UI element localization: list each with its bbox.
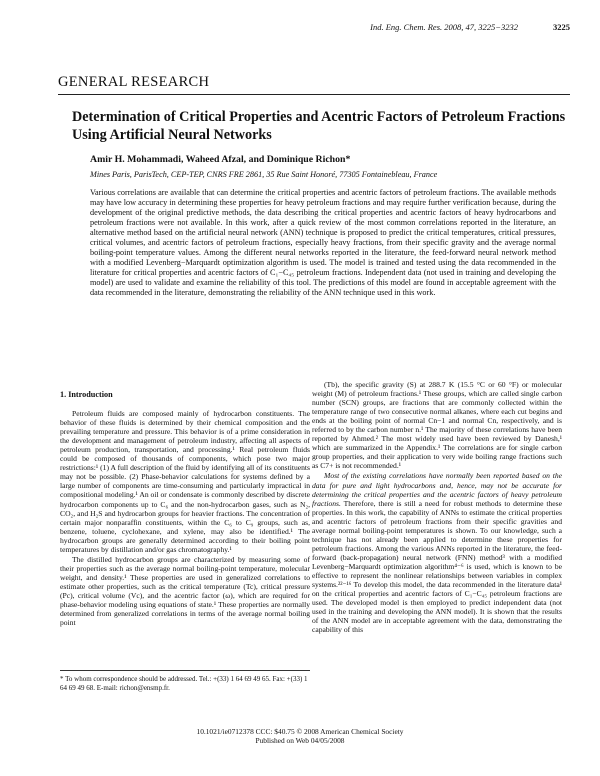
running-header [0, 22, 600, 36]
intro-heading: 1. Introduction [60, 390, 113, 399]
article-title: Determination of Critical Properties and Acentric Factors of Petroleum Fractions Using Artificial Neural Networks [72, 109, 566, 143]
section-label: GENERAL RESEARCH [58, 74, 570, 95]
published-line: Published on Web 04/05/2008 [255, 736, 345, 745]
author-list: Amir H. Mohammadi, Waheed Afzal, and Dominique Richon* [90, 154, 351, 165]
body-text: Therefore, there is still a need for robust methods to determine these properties. In this work, the capability of ANNs to estimate the critical properties and acentric factors of petroleum fractions from their specific gravities and average normal boiling-point temperatures is shown. To our knowledge, such a technique has not already been applied to determine these properties for petroleum fractions. Among the various ANNs reported in the literature, the feed-forward (back-propagation) neural network (FNN) method³ with a modified Levenberg−Marquardt optimization algorithm⁴⁻⁶ is used, which is known to be effective to represent the nonlinear relationships between variables in complex systems.²²⁻¹⁶ To develop this model, the data recommended in the literature data¹ on the critical properties and acentric factors of C₁−C₄₅ petroleum fractions are used. The developed model is then employed to predict independent data (not used in the training and developing the ANN model). It is shown that the results of the ANN model are in acceptable agreement with the data, demonstrating the capability of this [312, 498, 562, 635]
left-column [60, 384, 310, 627]
body-paragraph: Petroleum fluids are composed mainly of hydrocarbon constituents. The behavior of these fluids is determined by their chemical composition and the prevailing temperature and pressure. This behavior is of a prime consideration in the development and management of petroleum industry, affecting all aspects of petroleum production, transportation, and processing.¹ Real petroleum fluids could be composed of thousands of components, which pose two major restrictions:¹ (1) A full description of the fluid by identifying all of its constituents may not be possible. (2) Phase-behavior calculations for systems defined by a large number of components are time-consuming and particularly impractical in compositional modeling.¹ An oil or condensate is commonly described by discrete hydrocarbon components up to C₆ and the non-hydrocarbon gases, such as N₂, CO₂, and H₂S and hydrocarbon groups for heavier fractions. The concentration of certain major nonparaffin constituents, within the C₆ to C₉ groups, such as, benzene, toluene, cyclohexane, and xylene, may also be identified.¹ The hydrocarbon groups are generally determined according to their boiling point temperatures by distillation and/or gas chromatography.¹ [60, 409, 310, 554]
body-paragraph: (Tb), the specific gravity (S) at 288.7 K (15.5 °C or 60 °F) or molecular weight (M) of petroleum fractions.¹ These groups, which are called single carbon number (SCN) groups, are fractions that are commonly collected within the temperature range of two consecutive normal alkanes, where each cut begins and ends at the boiling point of normal Cn−1 and normal Cn, respectively, and is referred to by the carbon number n.¹ The majority of these correlations have been reported by Ahmed.² The most widely used have been reviewed by Danesh,¹ which are summarized in the Appendix.¹ The correlations are for single carbon group properties, and their application to very wide boiling range fractions such as C7+ is not recommended.¹ [312, 380, 562, 471]
emphasis-text: Most of the existing correlations have normally been reported based on the data for pure and light hydrocarbons and, hence, may not be accurate for determining the critical properties and the acentric factors of heavy petroleum fractions. [312, 471, 562, 508]
abstract: Various correlations are available that can determine the critical properties and acentric factors of petroleum fractions. The available methods may have low accuracy in determining these properties for heavy petroleum fractions and may require further verification because, during the development of the original predictive methods, the data describing the critical properties and acentric factors of heavy hydrocarbons and petroleum fractions were not available. In this work, after a quick review of the most common correlations reported in the literature, an alternative method based on the artificial neural network (ANN) technique is proposed to predict the critical temperatures, critical pressures, critical volumes, and acentric factors of petroleum fractions, especially heavy fractions, from their specific gravity and the average normal boiling-point temperature values. Among the different neural networks reported in the literature, the feed-forward neural network method with a modified Levenberg−Marquardt optimization algorithm is used. The model is trained and tested using the data recommended in the literature for critical properties and acentric factors of C₁−C₄₅ petroleum fractions. Independent data (not used in training and developing the model) are used to validate and examine the reliability of this tool. The predictions of this model are found in acceptable agreement with the data recommended in the literature, demonstrating the reliability of the ANN technique used in this work. [90, 188, 556, 298]
body-paragraph [312, 471, 562, 634]
doi-line: 10.1021/ie0712378 CCC: $40.75 © 2008 American Chemical Society [196, 727, 404, 736]
right-column [312, 380, 562, 634]
page-number: 3225 [553, 22, 570, 32]
footnote-text: * To whom correspondence should be addressed. Tel.: +(33) 1 64 69 49 65. Fax: +(33) 1 64 69 49 68. E-mail: richon@ensmp.fr. [60, 675, 308, 692]
affiliation: Mines Paris, ParisTech, CEP-TEP, CNRS FRE 2861, 35 Rue Saint Honoré, 77305 Fontainebleau, France [90, 170, 438, 179]
body-paragraph: The distilled hydrocarbon groups are characterized by measuring some of their properties such as the average normal boiling-point temperature, molecular weight, and density.¹ These properties are used in generalized correlations to estimate other properties, such as the critical temperature (Tc), critical pressure (Pc), critical volume (Vc), and the acentric factor (ω), which are required for phase-behavior modeling using equations of state.¹ These properties are normally determined from generalized correlations in terms of the average normal boiling point [60, 554, 310, 628]
page-footer [0, 727, 600, 745]
correspondence-footnote [60, 670, 310, 692]
journal-citation: Ind. Eng. Chem. Res. 2008, 47, 3225−3232 [370, 22, 518, 32]
